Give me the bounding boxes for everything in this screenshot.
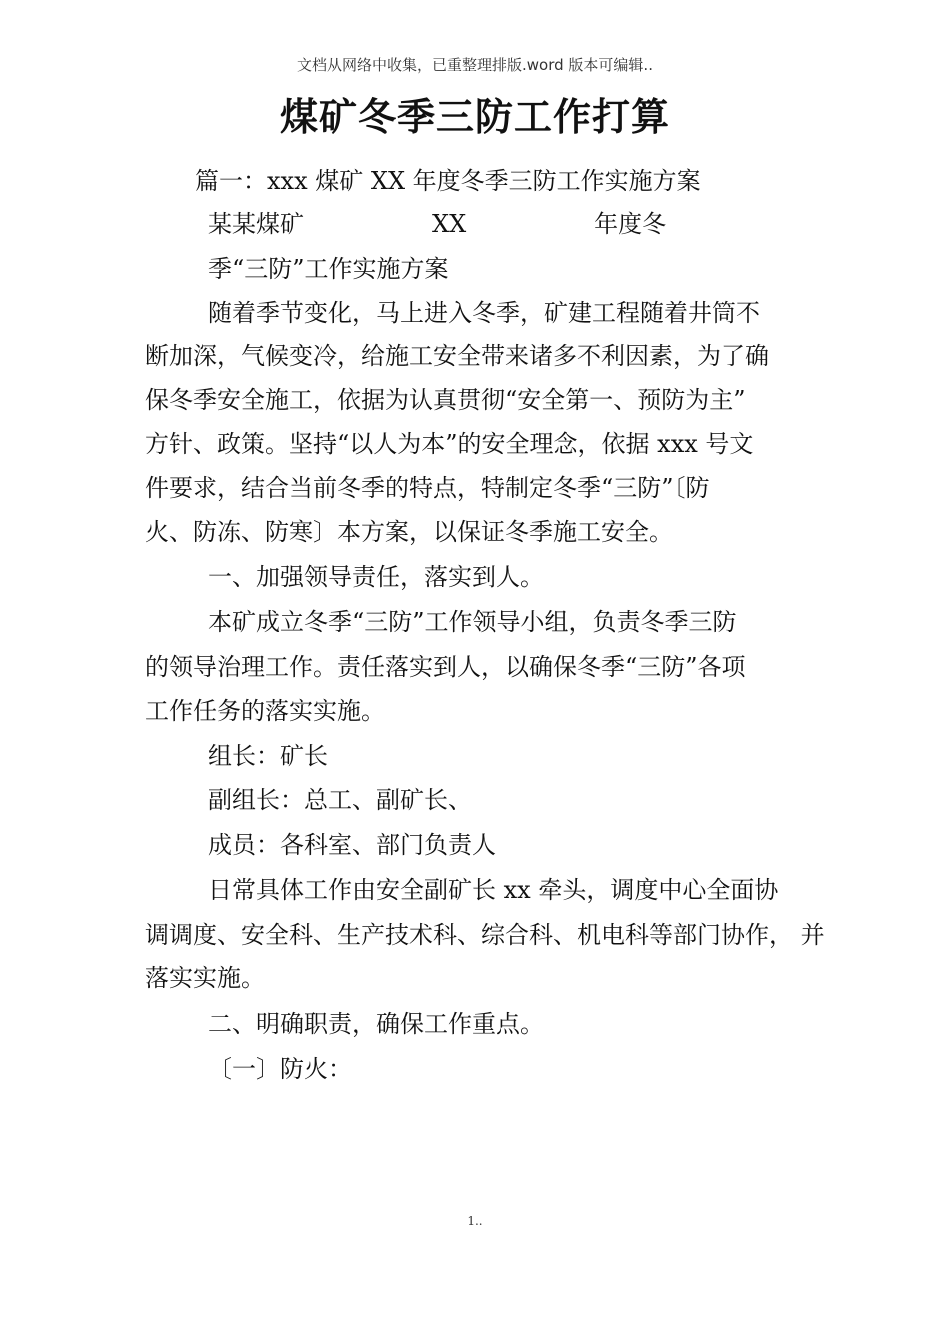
heading-line-2: 季“三防”工作实施方案	[208, 255, 449, 283]
members-line: 成员：各科室、部门负责人	[208, 831, 496, 859]
header-note: 文档从网络中收集，已重整理排版.word 版本可编辑..	[297, 56, 653, 74]
paragraph-line: 方针、政策。坚持“以人为本”的安全理念，依据 xxx 号文	[145, 430, 754, 458]
heading-part-b: XX	[432, 210, 467, 238]
page-title: 煤矿冬季三防工作打算	[279, 95, 670, 139]
paragraph-line: 的领导治理工作。责任落实到人，以确保冬季“三防”各项	[145, 653, 746, 681]
leader-line: 组长：矿长	[208, 742, 328, 770]
subsection-heading-1: 〔一〕防火：	[208, 1055, 352, 1083]
paragraph-line: 断加深，气候变冷，给施工安全带来诸多不利因素，为了确	[145, 342, 769, 370]
section-heading-1: 一、加强领导责任，落实到人。	[208, 563, 544, 591]
section-heading-2: 二、明确职责，确保工作重点。	[208, 1010, 544, 1038]
paragraph-line: 保冬季安全施工，依据为认真贯彻“安全第一、预防为主”	[145, 386, 746, 414]
paragraph-line: 随着季节变化，马上进入冬季，矿建工程随着井筒不	[208, 299, 760, 327]
paragraph-line: 工作任务的落实实施。	[145, 697, 385, 725]
paragraph-line: 件要求，结合当前冬季的特点，特制定冬季“三防”〔防	[145, 474, 710, 502]
paragraph-line: 本矿成立冬季“三防”工作领导小组，负责冬季三防	[208, 608, 737, 636]
heading-part-c: 年度冬	[594, 210, 667, 238]
paragraph-line: 火、防冻、防寒〕本方案，以保证冬季施工安全。	[145, 518, 673, 546]
deputy-line: 副组长：总工、副矿长、	[208, 786, 472, 814]
page-number: 1..	[467, 1214, 483, 1228]
paragraph-line: 调调度、安全科、生产技术科、综合科、机电科等部门协作， 并	[145, 921, 825, 949]
subtitle: 篇一：xxx 煤矿 XX 年度冬季三防工作实施方案	[195, 167, 701, 195]
paragraph-line: 落实实施。	[145, 964, 265, 992]
paragraph-line: 日常具体工作由安全副矿长 xx 牵头，调度中心全面协	[208, 876, 779, 904]
heading-line-1	[208, 208, 666, 240]
heading-part-a: 某某煤矿	[208, 210, 304, 238]
